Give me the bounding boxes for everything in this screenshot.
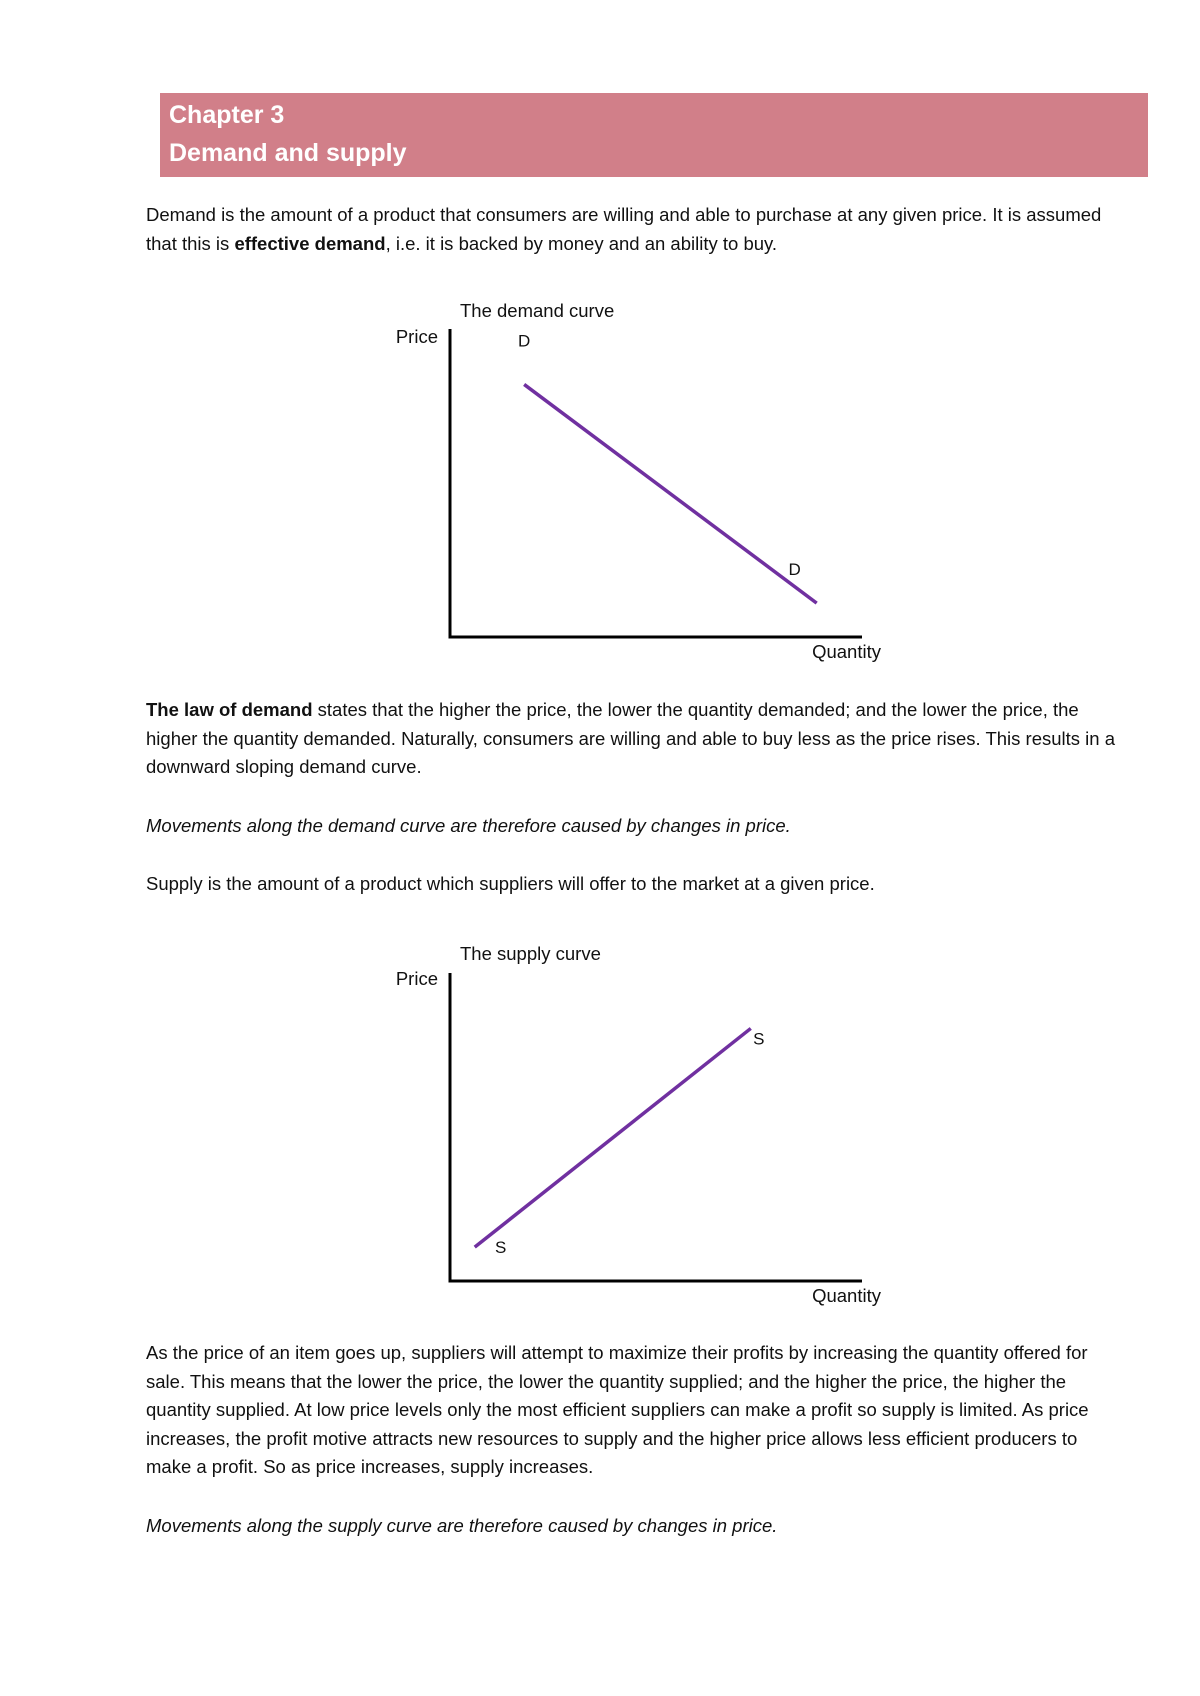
demand-definition-text: Demand is the amount of a product that consumers are willing and able to purchase at any given price. It is assumed that this is (146, 204, 1102, 254)
s-curve-line (475, 1028, 751, 1247)
demand-movement-text: Movements along the demand curve are therefore caused by changes in price. (146, 815, 791, 836)
law-of-demand-term: The law of demand (146, 699, 313, 720)
supply-movement-note (146, 1512, 1126, 1541)
chapter-title: Demand and supply (169, 139, 407, 167)
chapter-number: Chapter 3 (169, 101, 285, 129)
supply-movement-text: Movements along the supply curve are therefore caused by changes in price. (146, 1515, 778, 1536)
y-axis-label: Price (395, 326, 438, 347)
supply-explanation-text: As the price of an item goes up, suppliers will attempt to maximize their profits by increasing the quantity offered for sale. This means that the lower the price, the lower the quantity supplied; and the higher the price, the higher the quantity supplied. At low price levels only the most efficient suppliers can make a profit so supply is limited. As price increases, the profit motive attracts new resources to supply and the higher price allows less efficient producers to make a profit. So as price increases, supply increases. (146, 1342, 1089, 1477)
s-curve-label-start: S (495, 1238, 507, 1258)
s-curve-label-end: S (753, 1029, 765, 1049)
y-axis-label: Price (395, 968, 438, 989)
effective-demand-term: effective demand (234, 232, 386, 254)
law-of-demand-text: states that the higher the price, the lower the quantity demanded; and the lower the price, the higher the quantity demanded. Naturally, consumers are willing and able to buy less as the price rises. This results in a downward sloping demand curve. (146, 699, 1116, 777)
supply-definition-text: Supply is the amount of a product which suppliers will offer to the market at a given price. (146, 873, 875, 894)
chart-title: The demand curve (460, 300, 615, 321)
d-curve-label-start: D (518, 331, 531, 351)
x-axis-label: Quantity (812, 1285, 881, 1306)
chart-title: The supply curve (460, 943, 601, 964)
supply-explanation (146, 1339, 1126, 1482)
d-curve-label-end: D (788, 560, 801, 580)
x-axis-label: Quantity (812, 641, 881, 662)
demand-definition-text-end: , i.e. it is backed by money and an ability to buy. (385, 232, 778, 254)
